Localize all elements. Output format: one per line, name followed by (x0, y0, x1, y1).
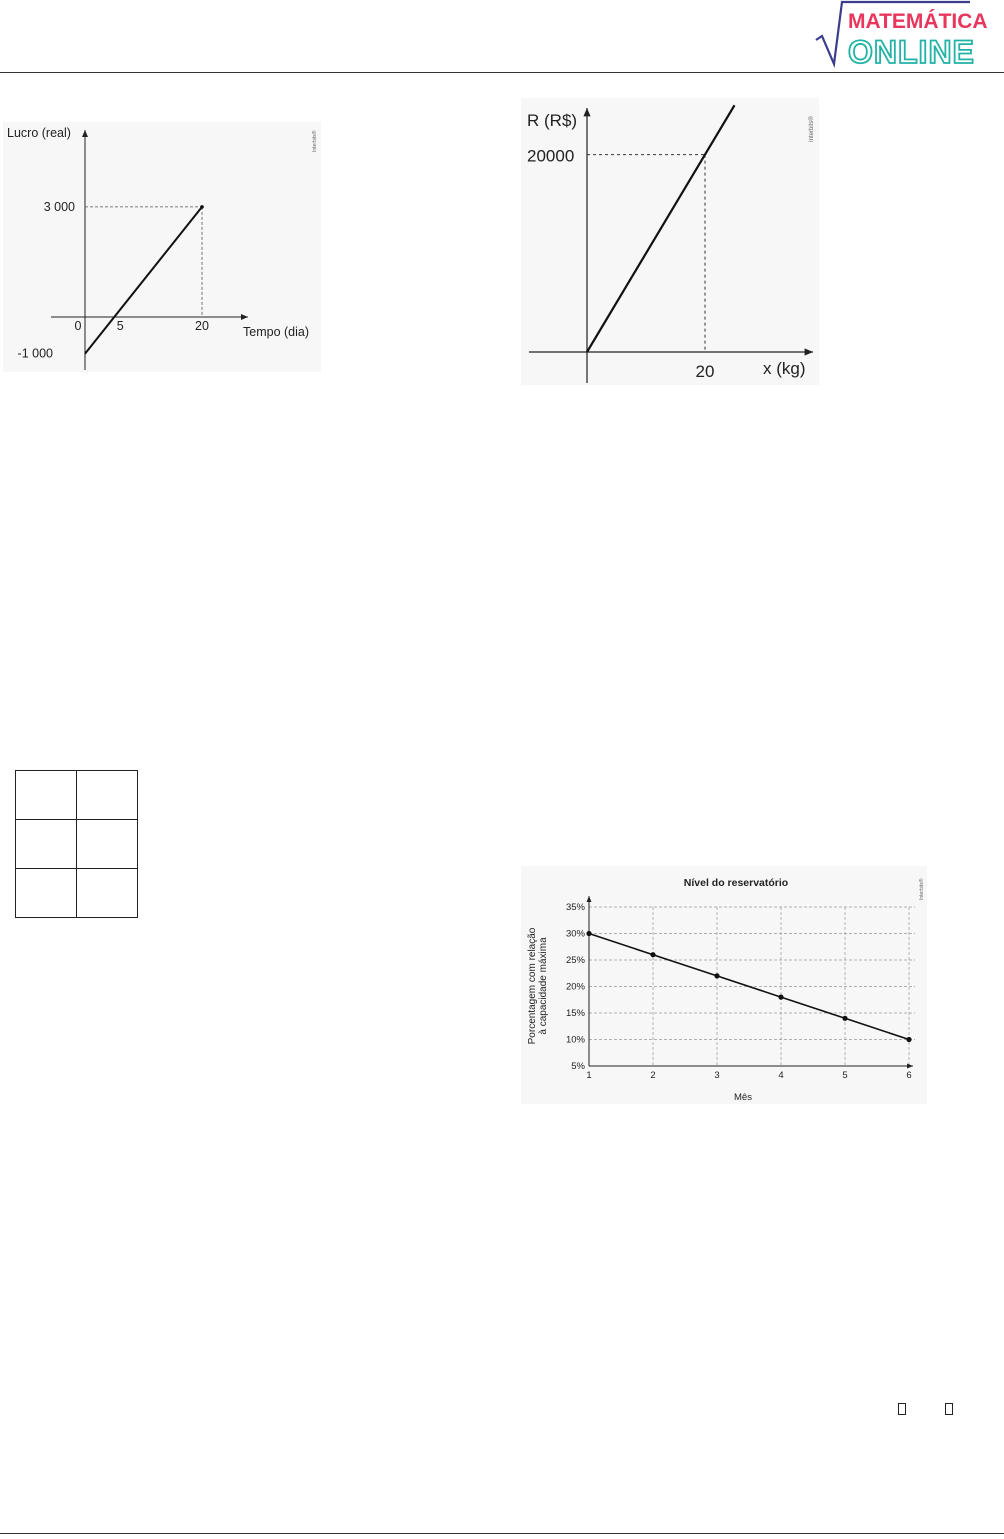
chart-receita-kg (521, 98, 819, 385)
placeholder-glyph-box (898, 1403, 906, 1415)
header-divider (0, 72, 1004, 73)
x-tick-label: 4 (778, 1070, 784, 1081)
table-row (16, 869, 138, 918)
y-axis-label-line2: à capacidade máxima (538, 937, 549, 1035)
y-tick-label: 30% (565, 928, 585, 940)
y-axis-label: R (R$) (527, 111, 578, 130)
x-axis-label: Tempo (dia) (243, 325, 309, 339)
y-tick-label: 35% (565, 902, 585, 913)
gridlines (589, 907, 915, 1066)
credit-text: Interbits® (312, 130, 318, 152)
ytick-minus1000: -1 000 (17, 346, 53, 361)
y-tick-label: 25% (565, 955, 585, 966)
data-point (586, 931, 591, 936)
x-tick-label: 1 (586, 1070, 592, 1081)
logo-line1: MATEMÁTICA (848, 10, 988, 33)
data-point (714, 973, 719, 978)
table-row (16, 820, 138, 869)
x-tick-label: 2 (650, 1070, 656, 1081)
xtick-5: 5 (116, 319, 124, 333)
ytick-20000: 20000 (527, 146, 575, 166)
x-tick-label: 6 (906, 1070, 912, 1081)
x-tick-label: 5 (842, 1070, 848, 1081)
y-tick-labels (566, 902, 586, 1072)
y-tick-label: 20% (565, 981, 585, 993)
series-line (587, 105, 735, 352)
y-tick-label: 15% (565, 1008, 585, 1019)
xtick-20: 20 (195, 319, 209, 333)
data-point (778, 995, 783, 1000)
credit-text: Interbits® (809, 116, 815, 142)
credit-text: Interbits® (919, 878, 925, 900)
footer-divider (0, 1533, 1004, 1534)
xtick-20: 20 (695, 362, 715, 381)
table-cell (77, 820, 138, 869)
x-tick-label: 3 (714, 1070, 720, 1081)
empty-grid-table (15, 770, 138, 918)
y-tick-label: 5% (571, 1061, 585, 1072)
x-axis-label: Mês (734, 1092, 752, 1103)
table-cell (77, 771, 138, 820)
matematica-online-logo (812, 0, 988, 70)
logo-line2: ONLINE (848, 34, 975, 70)
x-axis-label: x (kg) (763, 359, 806, 378)
chart-lucro-tempo (3, 122, 321, 372)
table-cell (16, 820, 77, 869)
y-axis-label-line1: Porcentagem com relação (527, 927, 538, 1045)
chart-nivel-reservatorio (521, 866, 927, 1104)
table-cell (77, 869, 138, 918)
table-cell (16, 771, 77, 820)
table-row (16, 771, 138, 820)
y-tick-label: 10% (565, 1034, 585, 1046)
x-tick-labels (586, 1070, 911, 1081)
data-point (200, 205, 204, 209)
placeholder-glyph-box (945, 1403, 953, 1415)
data-point (906, 1037, 911, 1042)
xtick-0: 0 (74, 319, 82, 333)
table-cell (16, 869, 77, 918)
data-point (650, 952, 655, 957)
data-point (842, 1016, 847, 1021)
ytick-3000: 3 000 (43, 199, 75, 214)
y-axis-label: Lucro (real) (7, 126, 71, 140)
chart-title: Nível do reservatório (683, 877, 789, 889)
series-line (85, 207, 202, 354)
